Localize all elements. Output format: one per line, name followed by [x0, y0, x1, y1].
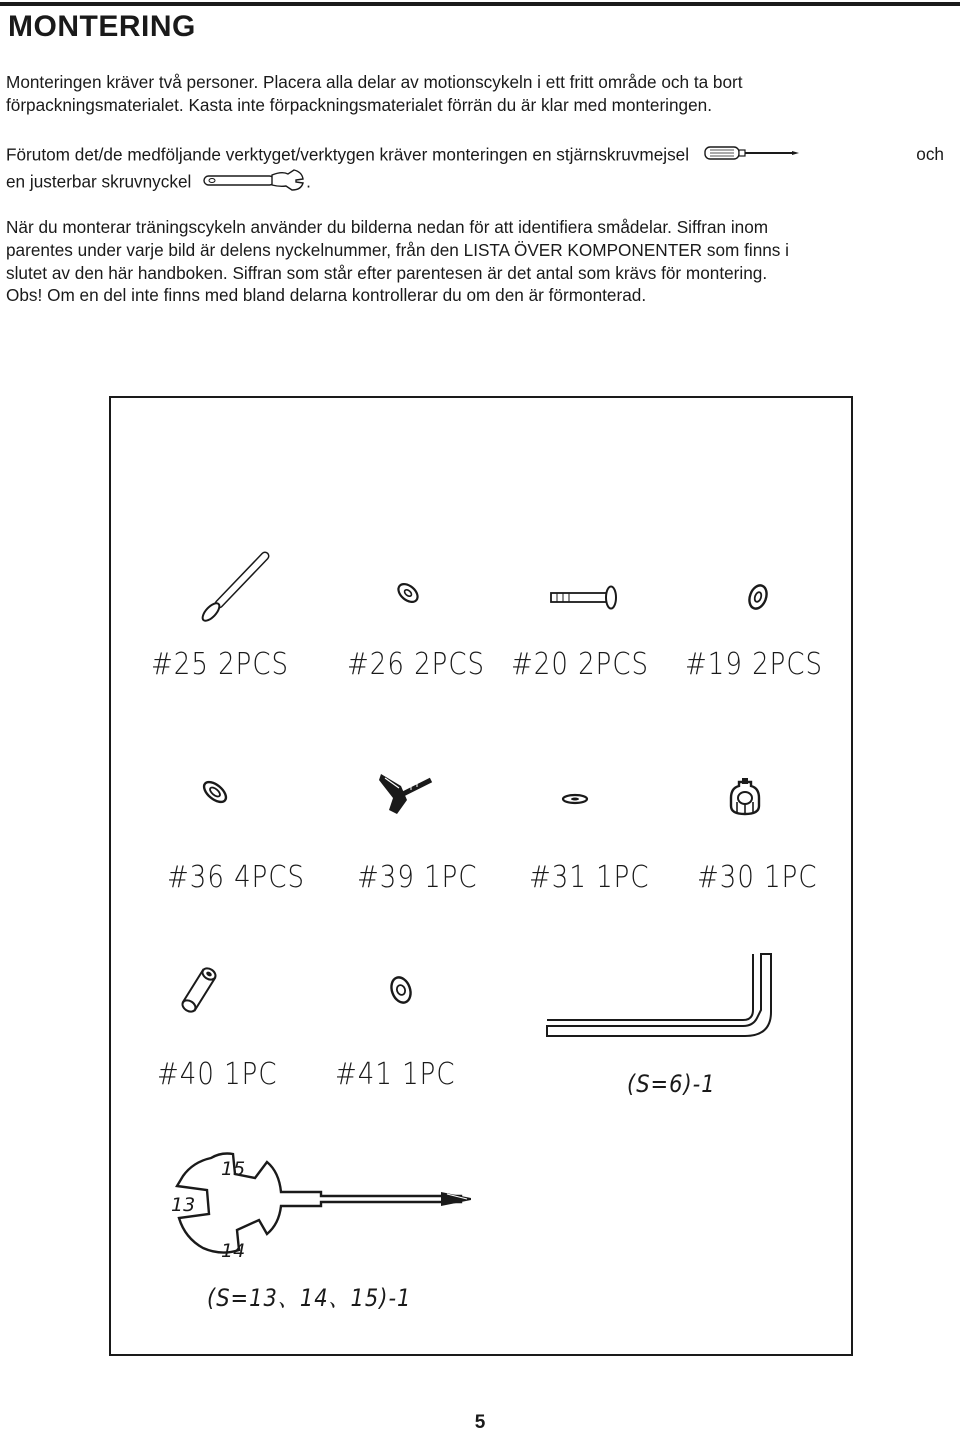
wrench-size-13: 13	[171, 1194, 196, 1216]
spacer-40-icon	[179, 964, 219, 1014]
knob-39-icon	[375, 770, 435, 820]
part-label-25: #25 2PCS	[151, 647, 290, 683]
intro-p2-och: och	[916, 144, 944, 164]
part-label-39: #39 1PC	[357, 860, 478, 896]
intro-p1-line-2: förpackningsmaterialet. Kasta inte förpackningsmaterialet förrän du är klar med monteringen.	[6, 94, 712, 115]
intro-p2-line-2	[6, 169, 956, 197]
intro-p3-line-3: slutet av den här handboken. Siffran som står efter parentesen är det antal som krävs för montering.	[6, 262, 768, 283]
intro-paragraph-3	[6, 216, 956, 307]
bolt-25-icon	[195, 548, 275, 628]
part-label-30: #30 1PC	[697, 860, 818, 896]
part-label-40: #40 1PC	[157, 1057, 278, 1093]
part-label-26: #26 2PCS	[347, 647, 486, 683]
intro-paragraph-1	[6, 71, 926, 117]
intro-p2-text-2: en justerbar skruvnyckel	[6, 171, 192, 192]
allen-key-icon	[543, 950, 783, 1050]
wrench-size-15: 15	[221, 1158, 246, 1180]
intro-p3-line-2: parentes under varje bild är delens nyckelnummer, från den LISTA ÖVER KOMPONENTER som finns i	[6, 239, 789, 260]
part-label-36: #36 4PCS	[167, 860, 306, 896]
nut-19-icon	[745, 580, 771, 614]
header-rule	[0, 2, 960, 6]
adjustable-wrench-icon	[202, 169, 306, 197]
intro-paragraph-2	[6, 143, 956, 197]
part-label-19: #19 2PCS	[685, 647, 824, 683]
washer-41-icon	[385, 972, 417, 1008]
washer-31-icon	[561, 792, 589, 806]
wrench-size-14: 14	[221, 1240, 246, 1262]
washer-26-icon	[393, 578, 423, 608]
knob-nut-30-icon	[727, 778, 763, 818]
part-label-allen-key: (S=6)-1	[627, 1070, 716, 1098]
page-number: 5	[474, 1412, 486, 1433]
parts-identification-box	[109, 396, 853, 1356]
page-title: MONTERING	[8, 10, 196, 43]
bolt-20-icon	[545, 584, 625, 614]
screwdriver-icon	[704, 143, 800, 169]
intro-p3-line-4: Obs! Om en del inte finns med bland delarna kontrollerar du om den är förmonterad.	[6, 285, 647, 306]
intro-p2-text-1: Förutom det/de medföljande verktyget/verktygen kräver monteringen en stjärnskruvmejsel	[6, 144, 690, 165]
part-label-41: #41 1PC	[335, 1057, 456, 1093]
intro-p1-line-1: Monteringen kräver två personer. Placera alla delar av motionscykeln i ett fritt område och ta bort	[6, 72, 743, 92]
part-label-20: #20 2PCS	[511, 647, 650, 683]
intro-p2-period: .	[306, 171, 311, 192]
intro-p3-line-1: När du monterar träningscykeln använder du bilderna nedan för att identifiera smådelar. Siffran inom	[6, 217, 769, 237]
multi-wrench-icon	[171, 1144, 491, 1264]
part-label-multi-wrench: (S=13、14、15)-1	[207, 1284, 412, 1312]
intro-p2-line-1	[6, 143, 956, 169]
part-label-31: #31 1PC	[529, 860, 650, 896]
washer-36-icon	[197, 774, 233, 810]
